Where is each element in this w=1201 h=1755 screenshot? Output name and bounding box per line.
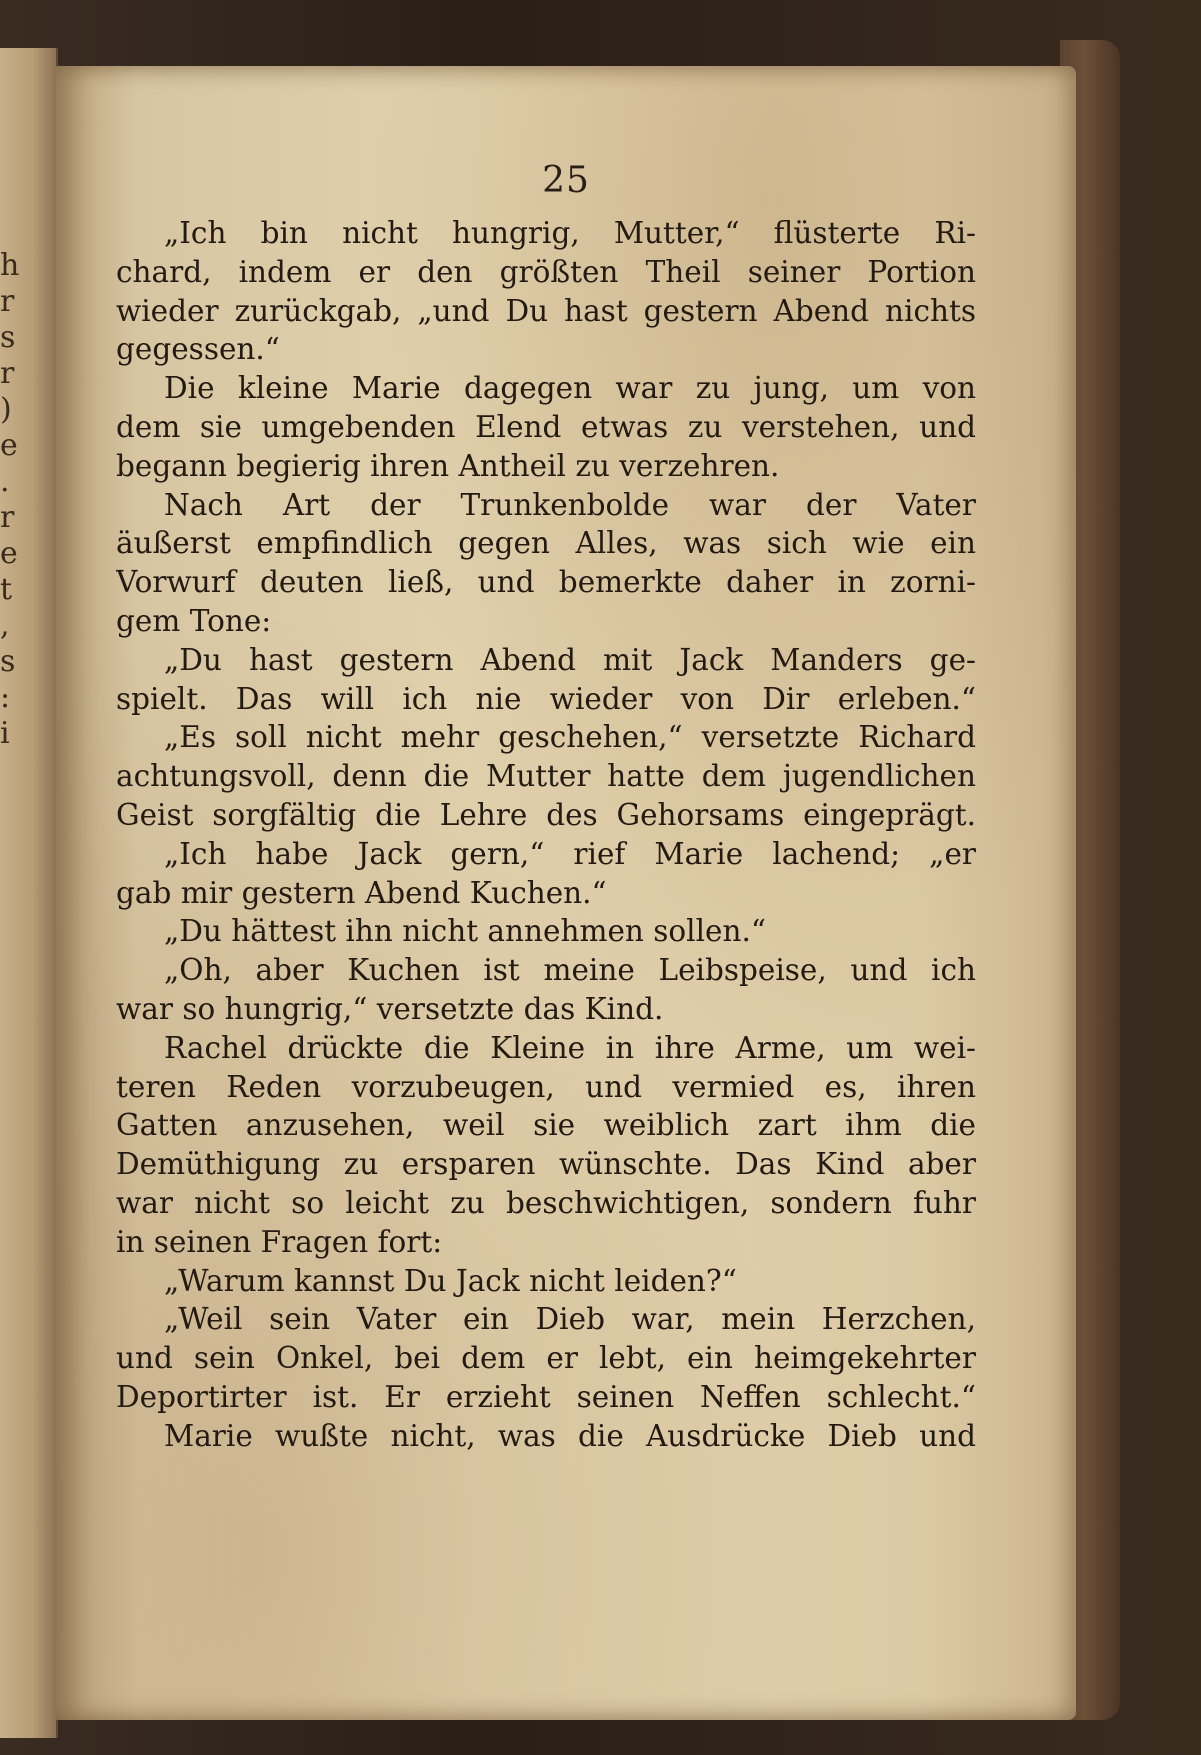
text-line: „Warum kannst Du Jack nicht leiden?“ [164,1263,737,1298]
text-line: „Du hättest ihn nicht annehmen sollen.“ [164,914,766,949]
text-line: dem sie umgebenden Elend etwas zu verstehen, und [116,409,976,444]
text-line: „Es soll nicht mehr geschehen,“ versetzte Richard [164,720,976,755]
facing-page-fragment: , [0,608,10,643]
facing-page-edge [0,48,58,1738]
text-line: gab mir gestern Abend Kuchen.“ [116,875,607,910]
text-line: Gatten anzusehen, weil sie weiblich zart ihm die [116,1108,976,1143]
facing-page-fragment: r [0,284,15,319]
text-line: „Du hast gestern Abend mit Jack Manders ge- [164,642,976,677]
text-line: Nach Art der Trunkenbolde war der Vater [164,487,976,522]
text-line: teren Reden vorzubeugen, und vermied es, ihren [116,1069,976,1104]
text-line: Die kleine Marie dagegen war zu jung, um von [164,371,976,406]
text-line: äußerst empfindlich gegen Alles, was sich wie ein [116,526,976,561]
book-page [56,66,1076,1720]
text-line: „Ich bin nicht hungrig, Mutter,“ flüsterte Ri- [164,216,976,250]
facing-page-fragment: : [0,680,11,715]
text-line: Marie wußte nicht, was die Ausdrücke Dieb und [164,1418,976,1453]
text-line: Geist sorgfältig die Lehre des Gehorsams eingeprägt. [116,797,976,832]
text-line: „Ich habe Jack gern,“ rief Marie lachend; „er [164,836,976,871]
text-line: gem Tone: [116,603,272,638]
text-line: chard, indem er den größten Theil seiner Portion [116,254,976,289]
text-line: Deportirter ist. Er erzieht seinen Neffen schlecht.“ [116,1379,976,1414]
text-line: war so hungrig,“ versetzte das Kind. [116,991,664,1026]
facing-page-fragment: s [0,320,16,355]
facing-page-fragment: s [0,644,16,679]
text-line: begann begierig ihren Antheil zu verzehren. [116,448,780,483]
facing-page-fragment: r [0,500,15,535]
text-line: „Oh, aber Kuchen ist meine Leibspeise, und ich [164,953,976,988]
text-line: Demüthigung zu ersparen wünschte. Das Kind aber [116,1147,976,1182]
facing-page-text-fragments [0,248,20,752]
text-line: achtungsvoll, denn die Mutter hatte dem jugendlichen [116,759,976,794]
text-line: „Weil sein Vater ein Dieb war, mein Herzchen, [164,1302,976,1337]
text-line: spielt. Das will ich nie wieder von Dir erleben.“ [116,681,976,716]
text-line: Vorwurf deuten ließ, und bemerkte daher in zorni- [116,565,976,600]
page-number: 25 [542,160,590,201]
facing-page-fragment: h [0,248,20,283]
text-line: und sein Onkel, bei dem er lebt, ein heimgekehrter [116,1341,976,1376]
facing-page-fragment: ) [0,392,12,427]
text-line: gegessen.“ [116,332,280,367]
facing-page-fragment: r [0,356,15,391]
text-line: wieder zurückgab, „und Du hast gestern Abend nichts [116,293,976,328]
facing-page-fragment: e [0,428,18,463]
text-line: Rachel drückte die Kleine in ihre Arme, um wei- [164,1030,976,1065]
text-line: in seinen Fragen fort: [116,1224,443,1259]
page-text [116,214,976,1456]
facing-page-fragment: e [0,536,18,571]
facing-page-fragment: i [0,716,10,751]
text-line: war nicht so leicht zu beschwichtigen, sondern fuhr [116,1185,976,1220]
facing-page-fragment: t [0,572,13,607]
facing-page-fragment: . [0,464,10,499]
